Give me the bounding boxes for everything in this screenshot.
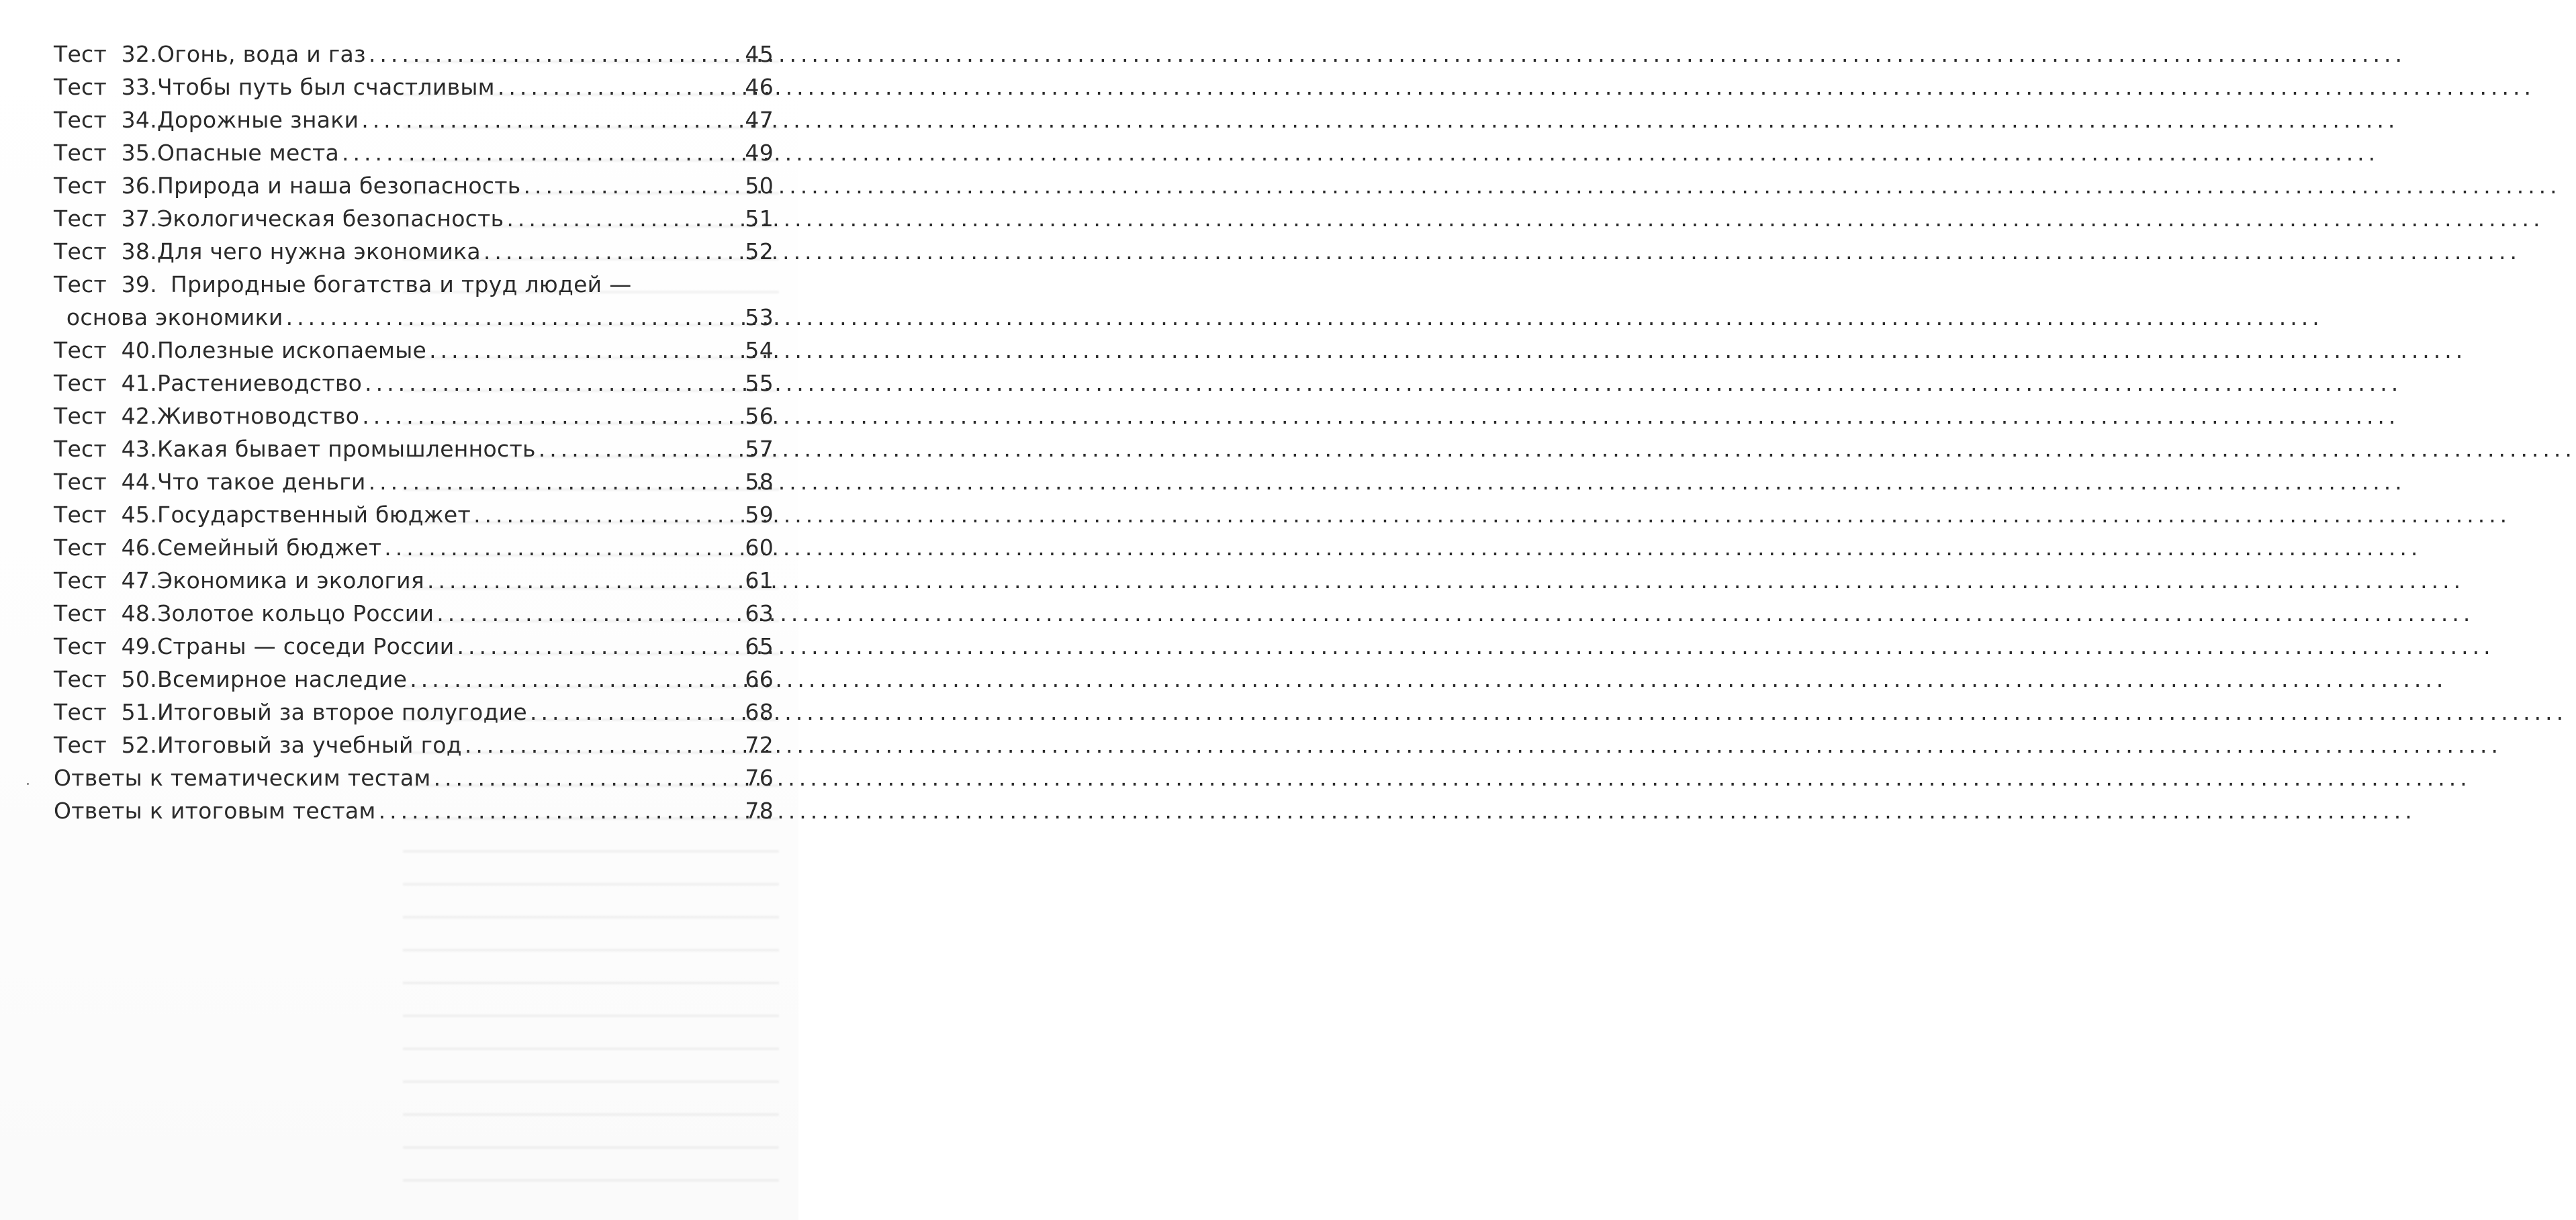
dot-leader — [473, 498, 742, 531]
toc-entry-35[interactable] — [54, 136, 774, 169]
toc-entry-answers-final[interactable] — [54, 794, 774, 827]
dot-leader — [434, 761, 743, 794]
toc-entry-title: Животноводство — [157, 403, 360, 429]
dot-leader — [465, 729, 743, 761]
toc-entry-50[interactable] — [54, 663, 774, 696]
dot-leader — [369, 465, 743, 498]
toc-entry-page: 53 — [745, 304, 774, 330]
toc-entry-title: Золотое кольцо России — [157, 600, 434, 626]
toc-entry-number: Тест 34. — [54, 107, 158, 133]
toc-entry-title: Что такое деньги — [157, 469, 366, 495]
dot-leader — [429, 334, 742, 367]
toc-entry-49[interactable] — [54, 630, 774, 663]
toc-entry-46[interactable] — [54, 531, 774, 564]
toc-entry-title: Природные богатства и труд людей — — [171, 271, 632, 297]
toc-entry-page: 65 — [745, 633, 774, 659]
toc-entry-47[interactable] — [54, 564, 774, 597]
toc-entry-title: Чтобы путь был счастливым — [157, 74, 495, 100]
toc-entry-number: Тест 38. — [54, 238, 158, 265]
toc-entry-page: 47 — [745, 107, 774, 133]
toc-entry-number: Тест 40. — [54, 337, 158, 363]
toc-entry-32[interactable] — [54, 38, 774, 71]
toc-entry-number: Тест 42. — [54, 403, 158, 429]
toc-entry-title: Итоговый за второе полугодие — [157, 699, 528, 725]
toc-entry-number: Тест 35. — [54, 140, 158, 166]
toc-entry-33[interactable] — [54, 71, 774, 103]
toc-entry-number: Тест 36. — [54, 173, 158, 199]
toc-entry-title: Какая бывает промышленность — [157, 436, 536, 462]
toc-entry-title: Огонь, вода и газ — [157, 41, 366, 67]
toc-entry-title: Растениеводство — [157, 370, 363, 396]
toc-entry-page: 50 — [745, 173, 774, 199]
toc-entry-title: Опасные места — [157, 140, 340, 166]
toc-entry-title: Всемирное наследие — [157, 666, 408, 692]
toc-entry-number: Тест 52. — [54, 732, 158, 758]
toc-entry-page: 60 — [745, 534, 774, 561]
dot-leader — [484, 235, 743, 268]
toc-entry-number: Тест 51. — [54, 699, 158, 725]
toc-entry-number: Тест 45. — [54, 502, 158, 528]
dot-leader — [530, 696, 742, 729]
toc-entry-page: 66 — [745, 666, 774, 692]
toc-entry-page: 59 — [745, 502, 774, 528]
toc-entry-title: Ответы к тематическим тестам — [54, 765, 431, 791]
margin-speck — [27, 783, 29, 785]
dot-leader — [436, 597, 742, 630]
toc-entry-number: Тест 32. — [54, 41, 158, 67]
toc-entry-39-continuation[interactable] — [54, 301, 774, 334]
toc-entry-page: 56 — [745, 403, 774, 429]
toc-entry-number: Тест 46. — [54, 534, 158, 561]
dot-leader — [384, 531, 742, 564]
toc-entry-number: Тест 33. — [54, 74, 158, 100]
toc-entry-answers-thematic[interactable] — [54, 761, 774, 794]
toc-entry-51[interactable] — [54, 696, 774, 729]
toc-entry-page: 55 — [745, 370, 774, 396]
toc-entry-title: Экологическая безопасность — [157, 205, 504, 232]
toc-entry-page: 61 — [745, 567, 774, 594]
toc-entry-title: Экономика и экология — [157, 567, 425, 594]
toc-entry-title: Страны — соседи России — [157, 633, 455, 659]
dot-leader — [498, 71, 743, 103]
toc-entry-number: Тест 48. — [54, 600, 158, 626]
book-page — [0, 0, 798, 1220]
dot-leader — [365, 367, 742, 400]
dot-leader — [362, 400, 742, 432]
toc-entry-title: Природа и наша безопасность — [157, 173, 521, 199]
dot-leader — [286, 301, 743, 334]
dot-leader — [524, 169, 743, 202]
toc-entry-44[interactable] — [54, 465, 774, 498]
toc-entry-number: Тест 39. — [54, 271, 158, 297]
toc-entry-title: Для чего нужна экономика — [157, 238, 481, 265]
toc-entry-45[interactable] — [54, 498, 774, 531]
toc-entry-number: Тест 41. — [54, 370, 158, 396]
toc-entry-43[interactable] — [54, 432, 774, 465]
toc-entry-page: 45 — [745, 41, 774, 67]
toc-entry-title: Ответы к итоговым тестам — [54, 798, 376, 824]
dot-leader — [506, 202, 742, 235]
toc-entry-42[interactable] — [54, 400, 774, 432]
toc-entry-title-continuation: основа экономики — [66, 304, 283, 330]
toc-entry-page: 58 — [745, 469, 774, 495]
table-of-contents — [54, 38, 774, 827]
toc-entry-page: 76 — [745, 765, 774, 791]
toc-entry-38[interactable] — [54, 235, 774, 268]
toc-entry-page: 57 — [745, 436, 774, 462]
dot-leader — [427, 564, 742, 597]
toc-entry-41[interactable] — [54, 367, 774, 400]
toc-entry-title: Семейный бюджет — [157, 534, 382, 561]
toc-entry-page: 78 — [745, 798, 774, 824]
dot-leader — [369, 38, 743, 71]
toc-entry-title: Итоговый за учебный год — [157, 732, 462, 758]
toc-entry-37[interactable] — [54, 202, 774, 235]
dot-leader — [410, 663, 742, 696]
toc-entry-page: 51 — [745, 205, 774, 232]
toc-entry-number: Тест 37. — [54, 205, 158, 232]
dot-leader — [457, 630, 742, 663]
toc-entry-page: 68 — [745, 699, 774, 725]
dot-leader — [379, 794, 743, 827]
toc-entry-number: Тест 47. — [54, 567, 158, 594]
toc-entry-36[interactable] — [54, 169, 774, 202]
toc-entry-title: Полезные ископаемые — [157, 337, 427, 363]
toc-entry-page: 52 — [745, 238, 774, 265]
toc-entry-page: 54 — [745, 337, 774, 363]
toc-entry-34[interactable] — [54, 103, 774, 136]
toc-entry-title: Дорожные знаки — [157, 107, 359, 133]
toc-entry-52[interactable] — [54, 729, 774, 761]
toc-entry-number: Тест 43. — [54, 436, 158, 462]
toc-entry-39[interactable] — [54, 268, 774, 301]
toc-entry-40[interactable] — [54, 334, 774, 367]
dot-leader — [342, 136, 742, 169]
toc-entry-number: Тест 44. — [54, 469, 158, 495]
toc-entry-page: 72 — [745, 732, 774, 758]
dot-leader — [539, 432, 743, 465]
toc-entry-page: 49 — [745, 140, 774, 166]
toc-entry-title: Государственный бюджет — [157, 502, 471, 528]
toc-entry-number: Тест 49. — [54, 633, 158, 659]
toc-entry-number: Тест 50. — [54, 666, 158, 692]
dot-leader — [361, 103, 742, 136]
toc-entry-page: 63 — [745, 600, 774, 626]
toc-entry-48[interactable] — [54, 597, 774, 630]
toc-entry-page: 46 — [745, 74, 774, 100]
